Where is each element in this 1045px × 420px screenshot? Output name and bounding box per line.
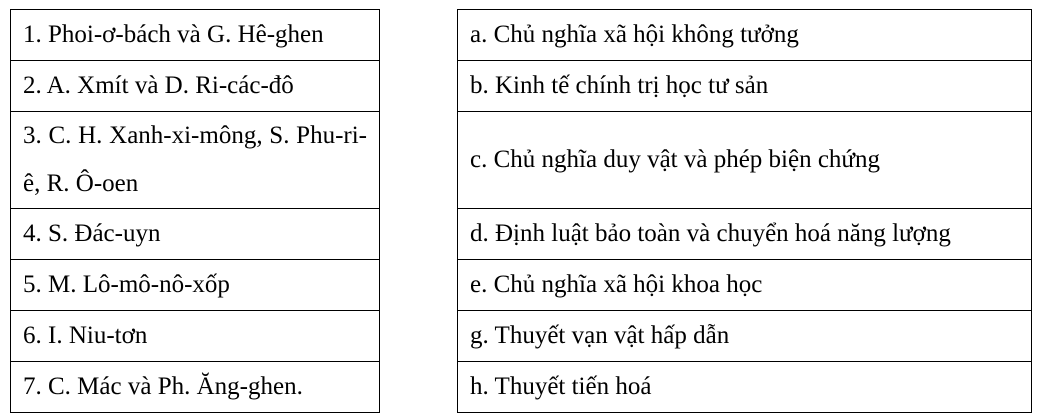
left-item-2: 2. A. Xmít và D. Ri-các-đô [11,61,380,112]
left-item-3: 3. C. H. Xanh-xi-mông, S. Phu-ri-ê, R. Ô-oen [11,112,380,209]
right-item-g: g. Thuyết vạn vật hấp dẫn [458,311,1032,362]
right-item-d: d. Định luật bảo toàn và chuyển hoá năng lượng [458,209,1032,260]
left-item-7: 7. C. Mác và Ph. Ăng-ghen. [11,362,380,413]
table-row [458,260,1032,311]
table-row [11,209,380,260]
table-row [11,61,380,112]
table-row [458,61,1032,112]
right-item-h: h. Thuyết tiến hoá [458,362,1032,413]
right-item-a: a. Chủ nghĩa xã hội không tưởng [458,10,1032,61]
table-row [11,362,380,413]
table-row [11,10,380,61]
right-matching-table [457,9,1032,413]
table-row [458,209,1032,260]
table-row [11,112,380,209]
table-row [458,112,1032,209]
table-row [458,10,1032,61]
right-item-c: c. Chủ nghĩa duy vật và phép biện chứng [458,112,1032,209]
table-row [458,311,1032,362]
table-row [11,260,380,311]
left-item-4: 4. S. Đác-uyn [11,209,380,260]
right-item-b: b. Kinh tế chính trị học tư sản [458,61,1032,112]
left-item-1: 1. Phoi-ơ-bách và G. Hê-ghen [11,10,380,61]
right-item-e: e. Chủ nghĩa xã hội khoa học [458,260,1032,311]
left-item-6: 6. I. Niu-tơn [11,311,380,362]
left-matching-table [10,9,380,413]
table-row [458,362,1032,413]
left-item-5: 5. M. Lô-mô-nô-xốp [11,260,380,311]
table-row [11,311,380,362]
